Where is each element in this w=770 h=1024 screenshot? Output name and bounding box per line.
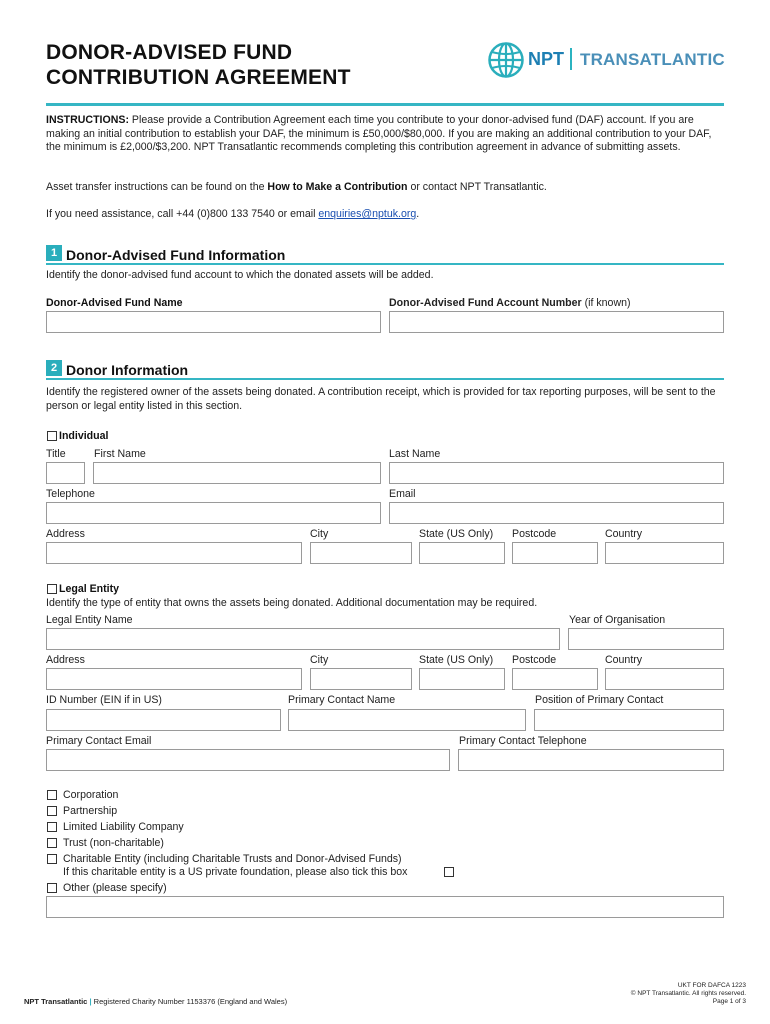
fund-name-label: Donor-Advised Fund Name xyxy=(46,297,183,309)
city-label: City xyxy=(310,528,329,540)
legal-entity-name-input[interactable] xyxy=(46,628,560,650)
legal-address-input[interactable] xyxy=(46,668,302,690)
country-label: Country xyxy=(605,528,643,540)
id-number-label: ID Number (EIN if in US) xyxy=(46,694,162,706)
contact-email-label: Primary Contact Email xyxy=(46,735,152,747)
partnership-checkbox[interactable] xyxy=(47,806,57,816)
legal-country-label: Country xyxy=(605,654,643,666)
globe-icon xyxy=(488,42,524,78)
llc-label: Limited Liability Company xyxy=(63,821,184,833)
npt-transatlantic-logo xyxy=(488,42,723,78)
legal-entity-checkbox[interactable] xyxy=(47,584,57,594)
section-2-rule xyxy=(46,378,724,380)
postcode-input[interactable] xyxy=(512,542,598,564)
logo-divider xyxy=(570,48,572,70)
charitable-entity-label: Charitable Entity (including Charitable Trusts and Donor-Advised Funds) xyxy=(63,853,402,865)
section-1-rule xyxy=(46,263,724,265)
logo-transatlantic-text: TRANSATLANTIC xyxy=(580,50,725,69)
corporation-checkbox[interactable] xyxy=(47,790,57,800)
year-of-organisation-label: Year of Organisation xyxy=(569,614,666,626)
legal-state-label: State (US Only) xyxy=(419,654,494,666)
email-label: Email xyxy=(389,488,416,500)
contact-telephone-input[interactable] xyxy=(458,749,724,771)
how-to-contribute-text: How to Make a Contribution xyxy=(267,181,408,193)
trust-label: Trust (non-charitable) xyxy=(63,837,164,849)
page-number: Page 1 of 3 xyxy=(712,998,746,1005)
section-1-number: 1 xyxy=(46,245,62,261)
legal-country-input[interactable] xyxy=(605,668,724,690)
form-code: UKT FOR DAFCA 1223 xyxy=(677,982,746,989)
title-label: Title xyxy=(46,448,66,460)
address-label: Address xyxy=(46,528,85,540)
contact-telephone-label: Primary Contact Telephone xyxy=(459,735,587,747)
fund-name-input[interactable] xyxy=(46,311,381,333)
telephone-input[interactable] xyxy=(46,502,381,524)
state-input[interactable] xyxy=(419,542,505,564)
instructions-paragraph: INSTRUCTIONS: Please provide a Contribution Agreement each time you contribute to your donor-advised fund (DAF) account. If you are making an initial contribution to establish your DAF, the minimum is £50,000/$80,000. If you are making an additional contribution to your DAF, the minimum is £2,000/$3,200. NPT Transatlantic recommends completing this contribution agreement in advance of submitting assets. xyxy=(46,114,712,153)
corporation-label: Corporation xyxy=(63,789,119,801)
legal-address-label: Address xyxy=(46,654,85,666)
account-number-label: Donor-Advised Fund Account Number (if known) xyxy=(389,297,631,309)
legal-postcode-input[interactable] xyxy=(512,668,598,690)
country-input[interactable] xyxy=(605,542,724,564)
year-of-organisation-input[interactable] xyxy=(568,628,724,650)
llc-checkbox[interactable] xyxy=(47,822,57,832)
section-2-number: 2 xyxy=(46,360,62,376)
footer-right xyxy=(631,982,746,1006)
individual-heading: Individual xyxy=(59,430,109,442)
footer-separator: | xyxy=(89,997,92,1006)
footer-registration: Registered Charity Number 1153376 (England and Wales) xyxy=(91,997,288,1006)
account-number-input[interactable] xyxy=(389,311,724,333)
address-input[interactable] xyxy=(46,542,302,564)
primary-contact-name-input[interactable] xyxy=(288,709,526,731)
email-input[interactable] xyxy=(389,502,724,524)
legal-entity-name-label: Legal Entity Name xyxy=(46,614,133,626)
first-name-input[interactable] xyxy=(93,462,381,484)
footer-left xyxy=(24,997,287,1006)
last-name-input[interactable] xyxy=(389,462,724,484)
legal-entity-description: Identify the type of entity that owns the assets being donated. Additional documentation may be required. xyxy=(46,597,538,609)
page-title: DONOR-ADVISED FUND CONTRIBUTION AGREEMENT xyxy=(46,41,351,89)
header-rule xyxy=(46,103,724,106)
state-label: State (US Only) xyxy=(419,528,494,540)
position-input[interactable] xyxy=(534,709,724,731)
section-1-description: Identify the donor-advised fund account to which the donated assets will be added. xyxy=(46,269,434,281)
copyright: © NPT Transatlantic. All rights reserved. xyxy=(630,990,746,997)
individual-checkbox[interactable] xyxy=(47,431,57,441)
private-foundation-checkbox[interactable] xyxy=(444,867,454,877)
footer-org: NPT Transatlantic xyxy=(24,997,88,1006)
position-label: Position of Primary Contact xyxy=(535,694,664,706)
section-2-description: Identify the registered owner of the assets being donated. A contribution receipt, which is provided for tax reporting purposes, will be sent to the person or legal entity listed in this section. xyxy=(46,386,716,412)
other-specify-input[interactable] xyxy=(46,896,724,918)
first-name-label: First Name xyxy=(94,448,146,460)
legal-city-label: City xyxy=(310,654,329,666)
asset-transfer-paragraph: Asset transfer instructions can be found on the How to Make a Contribution or contact NPT Transatlantic. xyxy=(46,181,547,193)
last-name-label: Last Name xyxy=(389,448,441,460)
email-link[interactable]: enquiries@nptuk.org xyxy=(318,208,417,220)
telephone-label: Telephone xyxy=(46,488,95,500)
charitable-entity-checkbox[interactable] xyxy=(47,854,57,864)
private-foundation-label: If this charitable entity is a US private foundation, please also tick this box xyxy=(63,866,408,878)
partnership-label: Partnership xyxy=(63,805,118,817)
assistance-paragraph: If you need assistance, call +44 (0)800 133 7540 or email enquiries@nptuk.org. xyxy=(46,208,420,220)
instructions-label: INSTRUCTIONS: xyxy=(46,114,129,126)
logo-npt-text: NPT xyxy=(528,49,564,69)
primary-contact-name-label: Primary Contact Name xyxy=(288,694,396,706)
postcode-label: Postcode xyxy=(512,528,557,540)
legal-postcode-label: Postcode xyxy=(512,654,557,666)
section-1-title: Donor-Advised Fund Information xyxy=(66,247,286,263)
other-checkbox[interactable] xyxy=(47,883,57,893)
title-input[interactable] xyxy=(46,462,85,484)
legal-entity-heading: Legal Entity xyxy=(59,583,120,595)
other-label: Other (please specify) xyxy=(63,882,167,894)
section-2-title: Donor Information xyxy=(66,362,189,378)
trust-checkbox[interactable] xyxy=(47,838,57,848)
city-input[interactable] xyxy=(310,542,412,564)
contact-email-input[interactable] xyxy=(46,749,450,771)
id-number-input[interactable] xyxy=(46,709,281,731)
legal-city-input[interactable] xyxy=(310,668,412,690)
legal-state-input[interactable] xyxy=(419,668,505,690)
